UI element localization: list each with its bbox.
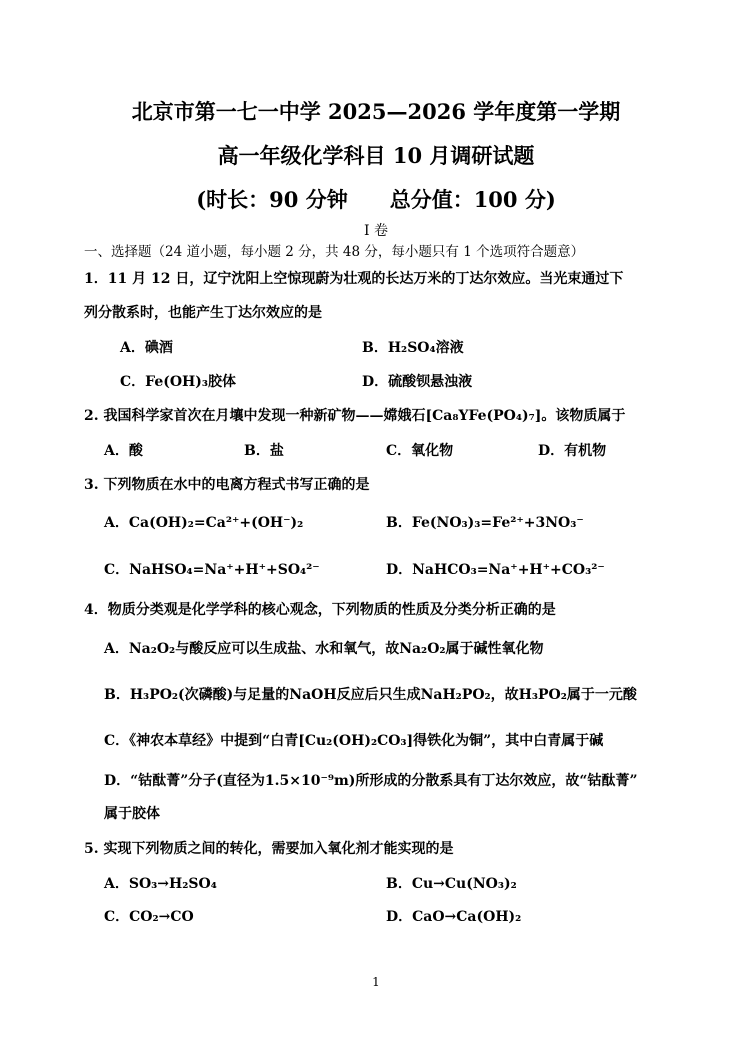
question-4-option-a: A．Na₂O₂与酸反应可以生成盐、水和氧气，故Na₂O₂属于碱性氧化物 xyxy=(104,641,544,657)
question-5-option-d: D．CaO→Ca(OH)₂ xyxy=(386,909,522,925)
question-2-option-b: B．盐 xyxy=(244,443,284,459)
question-4-option-d-cont: 属于胶体 xyxy=(104,806,160,822)
question-3-option-c: C．NaHSO₄=Na⁺+H⁺+SO₄²⁻ xyxy=(104,562,320,578)
question-1-option-c: C．Fe(OH)₃胶体 xyxy=(120,374,237,390)
question-4-option-c: C．《神农本草经》中提到“白青[Cu₂(OH)₂CO₃]得铁化为铜”，其中白青属于碱 xyxy=(104,733,604,749)
question-4-stem: 4．物质分类观是化学学科的核心观念，下列物质的性质及分类分析正确的是 xyxy=(84,602,556,618)
question-5-stem: 5. 实现下列物质之间的转化，需要加入氧化剂才能实现的是 xyxy=(84,841,454,857)
question-5-option-a: A．SO₃→H₂SO₄ xyxy=(104,876,217,892)
question-1-option-d: D．硫酸钡悬浊液 xyxy=(362,374,473,390)
exam-duration-score: (时长：90 分钟 总分值：100 分) xyxy=(196,187,556,212)
question-5-option-b: B．Cu→Cu(NO₃)₂ xyxy=(386,876,517,892)
question-1-option-a: A．碘酒 xyxy=(120,340,173,356)
question-4-option-d: D．“钴酞菁”分子(直径为1.5×10⁻⁹m)所形成的分散系具有丁达尔效应，故“钴酞菁” xyxy=(104,773,638,789)
question-2-stem: 2. 我国科学家首次在月壤中发现一种新矿物——嫦娥石[Ca₈YFe(PO₄)₇]。该物质属于 xyxy=(84,408,626,424)
question-2-option-d: D．有机物 xyxy=(538,443,607,459)
section-label: I 卷 xyxy=(364,223,388,239)
page-number: 1 xyxy=(372,975,380,989)
question-3-stem: 3. 下列物质在水中的电离方程式书写正确的是 xyxy=(84,477,370,493)
section-instructions: 一、选择题（24 道小题，每小题 2 分，共 48 分，每小题只有 1 个选项符合题意） xyxy=(84,244,585,260)
question-3-option-d: D．NaHCO₃=Na⁺+H⁺+CO₃²⁻ xyxy=(386,562,605,578)
question-4-option-b: B．H₃PO₂(次磷酸)与足量的NaOH反应后只生成NaH₂PO₂，故H₃PO₂属于一元酸 xyxy=(104,687,637,703)
question-3-option-b: B．Fe(NO₃)₃=Fe²⁺+3NO₃⁻ xyxy=(386,515,584,531)
exam-title-line1: 北京市第一七一中学 2025—2026 学年度第一学期 xyxy=(131,99,621,124)
question-1-option-b: B．H₂SO₄溶液 xyxy=(362,340,464,356)
question-5-option-c: C．CO₂→CO xyxy=(104,909,194,925)
question-2-option-c: C．氧化物 xyxy=(386,443,454,459)
question-1-stem-line2: 列分散系时，也能产生丁达尔效应的是 xyxy=(84,305,322,321)
question-1-stem-line1: 1．11 月 12 日，辽宁沈阳上空惊现蔚为壮观的长达万米的丁达尔效应。当光束通过下 xyxy=(84,271,624,287)
question-2-option-a: A．酸 xyxy=(104,443,143,459)
exam-title-line2: 高一年级化学科目 10 月调研试题 xyxy=(217,143,535,168)
question-3-option-a: A．Ca(OH)₂=Ca²⁺+(OH⁻)₂ xyxy=(104,515,304,531)
